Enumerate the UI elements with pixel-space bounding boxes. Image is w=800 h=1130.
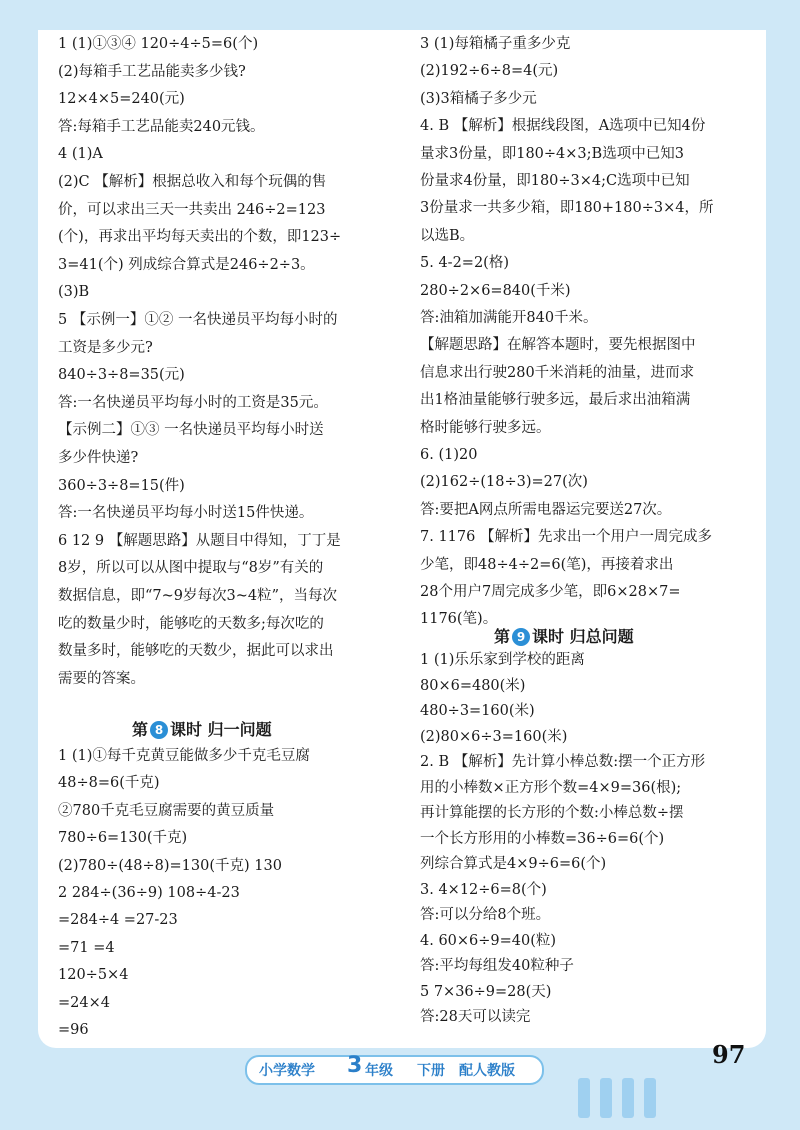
answer-line: 工资是多少元? bbox=[58, 339, 153, 356]
decorative-bar bbox=[578, 1078, 590, 1118]
answer-line: =71 =4 bbox=[58, 939, 115, 956]
answer-line: 5. 4-2=2(格) bbox=[420, 255, 509, 272]
answer-line: 答:油箱加满能开840千米。 bbox=[420, 310, 598, 326]
answer-line: 4. 60×6÷9=40(粒) bbox=[420, 932, 557, 949]
answer-line: 280÷2×6=840(千米) bbox=[420, 282, 571, 299]
answer-line: (2)162÷(18÷3)=27(次) bbox=[420, 474, 588, 491]
answer-line: 120÷5×4 bbox=[58, 967, 129, 984]
answer-line: 列综合算式是4×9÷6=6(个) bbox=[420, 856, 607, 872]
answer-line: 再计算能摆的长方形的个数:小棒总数÷摆 bbox=[420, 805, 684, 821]
decorative-bar bbox=[600, 1078, 612, 1118]
answer-line: 以选B。 bbox=[420, 227, 475, 244]
answer-line: 480÷3=160(米) bbox=[420, 703, 535, 719]
answer-line: 12×4×5=240(元) bbox=[58, 91, 185, 108]
answer-line: 多少件快递? bbox=[58, 450, 139, 466]
answer-line: 5 7×36÷9=28(天) bbox=[420, 983, 552, 1000]
answer-line: (3)3箱橘子多少元 bbox=[420, 90, 537, 107]
answer-line: 格时能够行驶多远。 bbox=[420, 419, 551, 436]
lesson-9-heading: 第 9 课时 归总问题 bbox=[494, 627, 634, 646]
answer-line: 【解题思路】在解答本题时，要先根据图中 bbox=[420, 337, 696, 354]
answer-line: 答:可以分给8个班。 bbox=[420, 907, 551, 923]
answer-line: 6. (1)20 bbox=[420, 447, 478, 463]
answer-line: (2)C 【解析】根据总收入和每个玩偶的售 bbox=[58, 174, 327, 190]
answer-line: 答:每箱手工艺品能卖240元钱。 bbox=[58, 118, 265, 135]
answer-line: 48÷8=6(千克) bbox=[58, 775, 160, 792]
answer-line: 价，可以求出三天一共卖出 246÷2=123 bbox=[58, 201, 326, 218]
answer-line: 3 (1)每箱橘子重多少克 bbox=[420, 36, 571, 52]
answer-line: 1 (1)乐乐家到学校的距离 bbox=[420, 652, 585, 668]
answer-line: =24×4 bbox=[58, 994, 110, 1011]
answer-line: 吃的数量少时，能够吃的天数多;每次吃的 bbox=[58, 615, 324, 632]
answer-line: =284÷4 =27-23 bbox=[58, 912, 178, 929]
answer-line: (2)192÷6÷8=4(元) bbox=[420, 63, 559, 80]
answer-line: 【示例二】①③ 一名快递员平均每小时送 bbox=[58, 422, 324, 439]
decorative-bar bbox=[644, 1078, 656, 1118]
answer-line: 8岁，所以可以从图中提取与“8岁”有关的 bbox=[58, 560, 324, 577]
answer-line: 答:一名快递员平均每小时的工资是35元。 bbox=[58, 394, 328, 411]
answer-line: 7. 1176 【解析】先求出一个用户一周完成多 bbox=[420, 529, 712, 546]
answer-line: ②780千克毛豆腐需要的黄豆质量 bbox=[58, 802, 275, 819]
answer-line: 80×6=480(米) bbox=[420, 677, 526, 694]
answer-line: 量求3份量，即180÷4×3;B选项中已知3 bbox=[420, 145, 684, 162]
grade-number: 3 bbox=[347, 1053, 363, 1078]
answer-line: 3. 4×12÷6=8(个) bbox=[420, 881, 547, 898]
subject-label: 小学数学 bbox=[259, 1063, 315, 1079]
grade-suffix: 年级 bbox=[365, 1063, 393, 1079]
page-number: 97 bbox=[712, 1040, 746, 1069]
volume-label: 下册 bbox=[417, 1063, 445, 1079]
lesson-number-badge: 8 bbox=[150, 721, 168, 739]
answer-line: 1 (1)①每千克黄豆能做多少千克毛豆腐 bbox=[58, 748, 310, 764]
answer-line: 840÷3÷8=35(元) bbox=[58, 367, 185, 384]
answer-line: 用的小棒数×正方形个数=4×9=36(根); bbox=[420, 779, 682, 796]
answer-line: 出1格油量能够行驶多远，最后求出油箱满 bbox=[420, 392, 691, 409]
answer-line: 2 284÷(36÷9) 108÷4-23 bbox=[58, 885, 240, 901]
edition-label: 配人教版 bbox=[459, 1063, 515, 1079]
book-footer bbox=[245, 1055, 544, 1085]
answer-line: 份量求4份量，即180÷3×4;C选项中已知 bbox=[420, 173, 690, 189]
answer-line: 2. B 【解析】先计算小棒总数:摆一个正方形 bbox=[420, 754, 706, 770]
answer-line: 答:要把A网点所需电器运完要送27次。 bbox=[420, 501, 672, 518]
answer-line: 少笔，即48÷4÷2=6(笔)，再接着求出 bbox=[420, 556, 674, 573]
answer-line: 答:28天可以读完 bbox=[420, 1009, 531, 1025]
answer-line: 需要的答案。 bbox=[58, 670, 145, 687]
answer-line: 1 (1)①③④ 120÷4÷5=6(个) bbox=[58, 36, 259, 52]
answer-line: 6 12 9 【解题思路】从题目中得知，丁丁是 bbox=[58, 532, 341, 549]
answer-line: (2)80×6÷3=160(米) bbox=[420, 728, 568, 745]
answer-line: (个)，再求出平均每天卖出的个数，即123÷ bbox=[58, 229, 342, 246]
answer-line: 4 (1)A bbox=[58, 146, 103, 163]
lesson-number-badge: 9 bbox=[512, 628, 530, 646]
decorative-bar bbox=[622, 1078, 634, 1118]
answer-line: 3份量求一共多少箱，即180+180÷3×4，所 bbox=[420, 200, 714, 217]
lesson-8-heading: 第 8 课时 归一问题 bbox=[132, 720, 272, 739]
answer-line: 一个长方形用的小棒数=36÷6=6(个) bbox=[420, 830, 665, 847]
answer-line: 28个用户7周完成多少笔，即6×28×7= bbox=[420, 584, 681, 600]
answer-line: (2)每箱手工艺品能卖多少钱? bbox=[58, 63, 246, 80]
answer-line: 360÷3÷8=15(件) bbox=[58, 477, 185, 494]
answer-line: 数据信息，即“7~9岁每次3~4粒”，当每次 bbox=[58, 588, 338, 604]
answer-line: 数量多时，能够吃的天数少，据此可以求出 bbox=[58, 643, 334, 660]
answer-line: 答:平均每组发40粒种子 bbox=[420, 958, 574, 974]
answer-line: 1176(笔)。 bbox=[420, 611, 498, 628]
answer-line: 4. B 【解析】根据线段图，A选项中已知4份 bbox=[420, 118, 706, 135]
answer-line: 答:一名快递员平均每小时送15件快递。 bbox=[58, 505, 314, 522]
answer-line: (3)B bbox=[58, 284, 90, 301]
answer-line: 780÷6=130(千克) bbox=[58, 830, 188, 847]
answer-line: 信息求出行驶280千米消耗的油量，进而求 bbox=[420, 364, 695, 381]
answer-line: 5 【示例一】①② 一名快递员平均每小时的 bbox=[58, 312, 338, 328]
answer-line: (2)780÷(48÷8)=130(千克) 130 bbox=[58, 857, 282, 874]
answer-line: 3=41(个) 列成综合算式是246÷2÷3。 bbox=[58, 256, 315, 273]
answer-line: =96 bbox=[58, 1022, 89, 1038]
